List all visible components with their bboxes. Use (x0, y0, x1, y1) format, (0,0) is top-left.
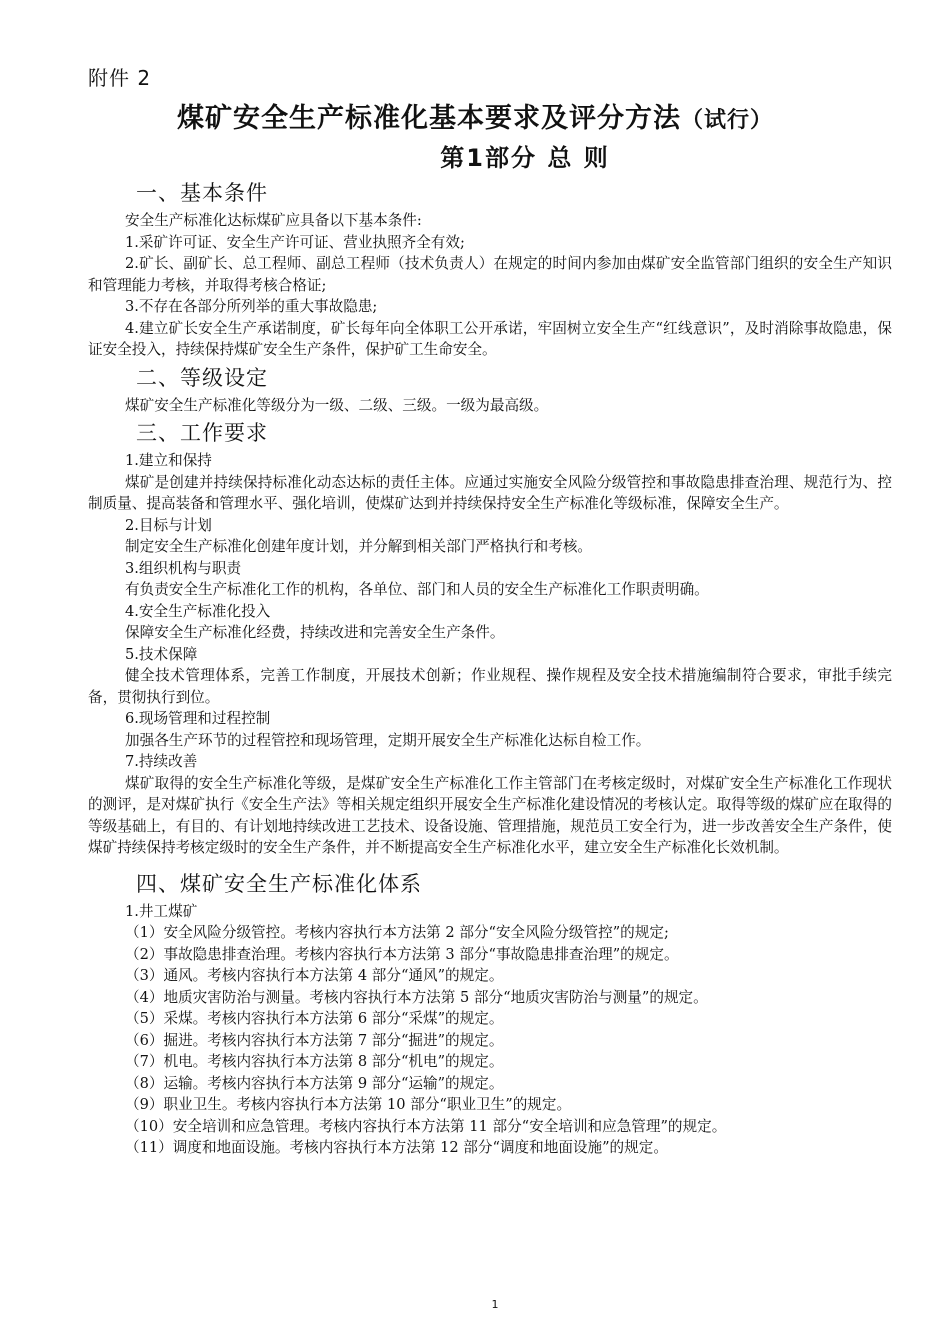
title-main: 煤矿安全生产标准化基本要求及评分方法 (176, 103, 681, 134)
list-item: （2）事故隐患排查治理。考核内容执行本方法第 3 部分“事故隐患排查治理”的规定。 (125, 945, 679, 963)
list-item: （3）通风。考核内容执行本方法第 4 部分“通风”的规定。 (125, 967, 504, 984)
paragraph: 3.不存在各部分所列举的重大事故隐患; (125, 298, 378, 315)
list-item: （10）安全培训和应急管理。考核内容执行本方法第 11 部分“安全培训和应急管理”的规定。 (125, 1117, 727, 1135)
paragraph: 4.建立矿长安全生产承诺制度，矿长每年向全体职工公开承诺，牢固树立安全生产“红线意识”，及时消除事故隐患，保证安全投入，持续保持煤矿安全生产条件，保护矿工生命安全。 (88, 319, 892, 358)
paragraph: 有负责安全生产标准化工作的机构，各单位、部门和人员的安全生产标准化工作职责明确。 (125, 581, 709, 598)
document-title (0, 96, 950, 135)
item-title: 2.目标与计划 (125, 516, 212, 534)
section-heading-work-requirements: 三、工作要求 (136, 421, 268, 445)
list-item: （4）地质灾害防治与测量。考核内容执行本方法第 5 部分“地质灾害防治与测量”的规定。 (125, 988, 708, 1006)
paragraph: 保障安全生产标准化经费，持续改进和完善安全生产条件。 (125, 624, 505, 641)
section-heading-basic-conditions: 一、基本条件 (136, 181, 268, 205)
paragraph: 煤矿取得的安全生产标准化等级，是煤矿安全生产标准化工作主管部门在考核定级时，对煤矿安全生产标准化工作现状的测评，是对煤矿执行《安全生产法》等相关规定组织开展安全生产标准化建设情况的考核认定。取得等级的煤矿应在取得的等级基础上，有目的、有计划地持续改进工艺技术、设备设施、管理措施，规范员工安全行为，进一步改善安全生产条件，使煤矿持续保持考核定级时的安全生产条件，并不断提高安全生产标准化水平，建立安全生产标准化长效机制。 (88, 774, 892, 856)
item-title: 7.持续改善 (125, 753, 198, 770)
list-item: （6）掘进。考核内容执行本方法第 7 部分“掘进”的规定。 (125, 1031, 504, 1049)
list-item: （8）运输。考核内容执行本方法第 9 部分“运输”的规定。 (125, 1074, 504, 1092)
paragraph: 煤矿安全生产标准化等级分为一级、二级、三级。一级为最高级。 (125, 396, 549, 414)
list-item: （9）职业卫生。考核内容执行本方法第 10 部分“职业卫生”的规定。 (125, 1096, 572, 1113)
part-subtitle: 第1部分 总 则 (440, 144, 610, 172)
item-title: 1.建立和保持 (125, 452, 212, 469)
list-item: （5）采煤。考核内容执行本方法第 6 部分“采煤”的规定。 (125, 1010, 504, 1027)
list-item: （11）调度和地面设施。考核内容执行本方法第 12 部分“调度和地面设施”的规定。 (125, 1139, 668, 1156)
section-heading-grade-setting: 二、等级设定 (136, 365, 268, 390)
paragraph: 安全生产标准化达标煤矿应具备以下基本条件: (125, 212, 422, 229)
attachment-label: 附件 2 (88, 66, 152, 90)
paragraph: 加强各生产环节的过程管控和现场管理，定期开展安全生产标准化达标自检工作。 (125, 731, 651, 749)
list-item: （1）安全风险分级管控。考核内容执行本方法第 2 部分“安全风险分级管控”的规定; (125, 924, 669, 941)
paragraph: 制定安全生产标准化创建年度计划，并分解到相关部门严格执行和考核。 (125, 538, 593, 555)
item-title: 6.现场管理和过程控制 (125, 710, 271, 727)
paragraph: 健全技术管理体系，完善工作制度，开展技术创新；作业规程、操作规程及安全技术措施编制符合要求，审批手续完备，贯彻执行到位。 (88, 667, 892, 706)
item-title: 1.井工煤矿 (125, 902, 198, 920)
item-title: 3.组织机构与职责 (125, 559, 242, 577)
document-body (88, 176, 892, 1159)
paragraph: 1.采矿许可证、安全生产许可证、营业执照齐全有效; (125, 233, 465, 251)
page-number: 1 (491, 1298, 499, 1311)
item-title: 5.技术保障 (125, 645, 198, 663)
title-suffix: （试行） (680, 108, 773, 133)
paragraph: 2.矿长、副矿长、总工程师、副总工程师（技术负责人）在规定的时间内参加由煤矿安全监管部门组织的安全生产知识和管理能力考核，并取得考核合格证; (88, 255, 892, 294)
section-heading-standardization-system: 四、煤矿安全生产标准化体系 (136, 871, 422, 896)
item-title: 4.安全生产标准化投入 (125, 602, 271, 620)
paragraph: 煤矿是创建并持续保持标准化动态达标的责任主体。应通过实施安全风险分级管控和事故隐患排查治理、规范行为、控制质量、提高装备和管理水平、强化培训，使煤矿达到并持续保持安全生产标准化等级标准，保障安全生产。 (88, 473, 892, 512)
list-item: （7）机电。考核内容执行本方法第 8 部分“机电”的规定。 (125, 1053, 504, 1070)
